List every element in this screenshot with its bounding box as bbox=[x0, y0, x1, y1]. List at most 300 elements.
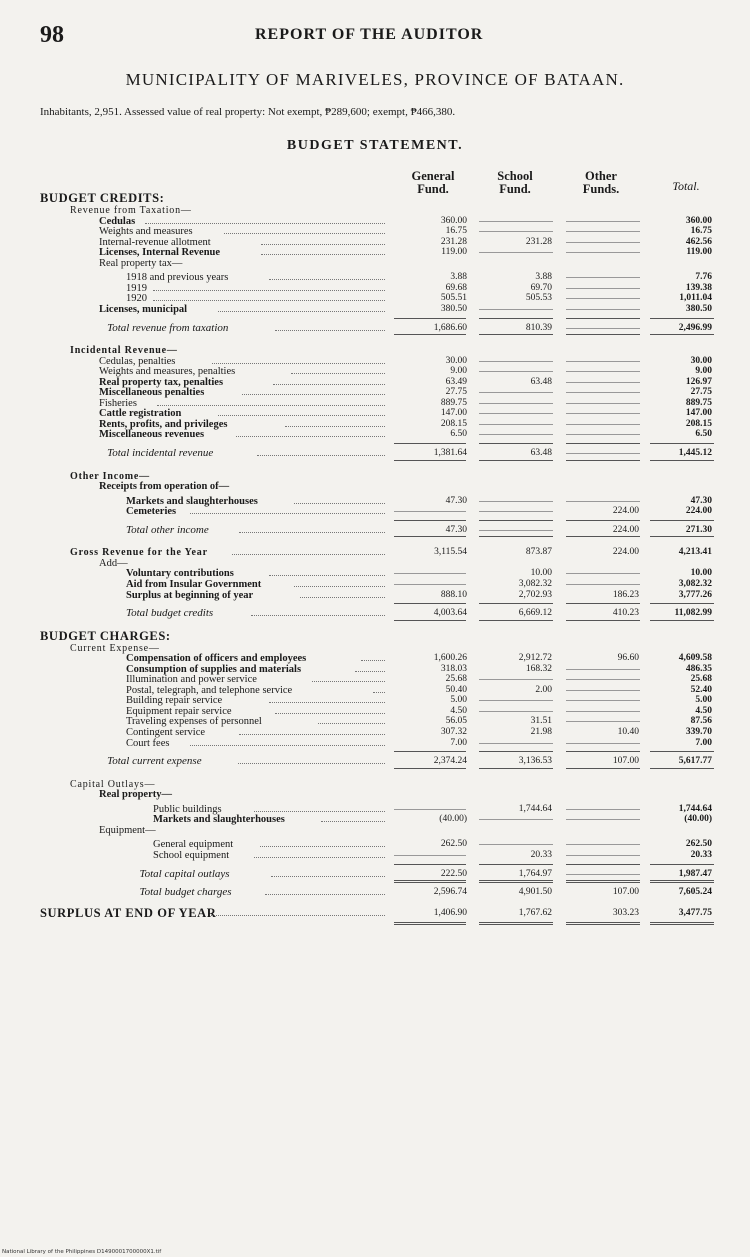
total-rule bbox=[566, 880, 640, 881]
row-label: Total budget credits bbox=[126, 607, 214, 620]
school-fund-value: 21.98 bbox=[530, 727, 552, 737]
school-fund-value: 2.00 bbox=[535, 684, 552, 695]
total-value: 9.00 bbox=[695, 366, 712, 377]
empty-cell-line bbox=[479, 221, 553, 222]
subtotal-rule bbox=[394, 864, 466, 865]
empty-cell-line bbox=[566, 434, 640, 435]
school-fund-value: 6,669.12 bbox=[518, 608, 552, 619]
empty-cell-line bbox=[566, 721, 640, 722]
leader-dots bbox=[291, 373, 385, 374]
leader-dots bbox=[211, 915, 385, 916]
leader-dots bbox=[373, 692, 385, 693]
general-fund-value: 1,406.90 bbox=[433, 907, 467, 918]
total-value: 1,987.47 bbox=[678, 868, 712, 879]
empty-cell-line bbox=[566, 453, 640, 454]
total-rule bbox=[394, 620, 466, 621]
row-label: Real property tax, penalties bbox=[99, 376, 224, 388]
total-value: 1,744.64 bbox=[678, 803, 712, 814]
school-fund-value: 31.51 bbox=[530, 716, 552, 727]
row-label: Revenue from Taxation— bbox=[70, 205, 192, 216]
table-row bbox=[0, 886, 750, 899]
total-value: 6.50 bbox=[695, 429, 712, 440]
empty-cell-line bbox=[566, 874, 640, 875]
other-funds-value: 224.00 bbox=[612, 506, 639, 517]
row-label: Markets and slaughterhouses bbox=[126, 495, 258, 507]
empty-cell-line bbox=[479, 711, 553, 712]
leader-dots bbox=[361, 660, 385, 661]
empty-cell-line bbox=[566, 690, 640, 691]
row-label: Internal-revenue allotment bbox=[99, 236, 211, 248]
row-label: Aid from Insular Government bbox=[126, 578, 262, 590]
total-value: 20.33 bbox=[690, 849, 712, 860]
row-label: Building repair service bbox=[126, 695, 223, 707]
school-fund-value: 69.70 bbox=[530, 282, 552, 293]
total-rule bbox=[650, 460, 714, 461]
leader-dots bbox=[239, 532, 385, 533]
leader-dots bbox=[218, 311, 385, 312]
total-value: 119.00 bbox=[686, 247, 712, 258]
subtotal-rule bbox=[394, 603, 466, 604]
double-rule bbox=[479, 922, 553, 925]
double-rule bbox=[566, 922, 640, 925]
subtotal-rule bbox=[479, 443, 553, 444]
general-fund-value: 147.00 bbox=[440, 408, 467, 419]
row-label: Contingent service bbox=[126, 727, 206, 738]
empty-cell-line bbox=[566, 298, 640, 299]
empty-cell-line bbox=[394, 573, 466, 574]
row-label: Total budget charges bbox=[139, 886, 232, 899]
total-rule bbox=[479, 620, 553, 621]
subtotal-rule bbox=[650, 864, 714, 865]
total-rule bbox=[394, 334, 466, 335]
other-funds-value: 303.23 bbox=[612, 907, 639, 918]
general-fund-value: 4,003.64 bbox=[433, 608, 467, 619]
school-fund-value: 4,901.50 bbox=[518, 887, 552, 898]
empty-cell-line bbox=[566, 252, 640, 253]
general-fund-value: 47.30 bbox=[445, 524, 467, 535]
table-row bbox=[0, 788, 750, 801]
empty-cell-line bbox=[566, 328, 640, 329]
empty-cell-line bbox=[566, 501, 640, 502]
row-label: Weights and measures, penalties bbox=[99, 366, 236, 378]
row-label: Equipment— bbox=[99, 824, 156, 836]
column-header-general-line1: General bbox=[411, 169, 455, 183]
table-row bbox=[0, 524, 750, 537]
general-fund-value: 27.75 bbox=[445, 387, 467, 398]
total-value: 27.75 bbox=[690, 387, 712, 398]
leader-dots bbox=[265, 894, 386, 895]
leader-dots bbox=[300, 597, 385, 598]
empty-cell-line bbox=[479, 700, 553, 701]
general-fund-value: 1,686.60 bbox=[433, 322, 467, 333]
row-label: Fisheries bbox=[99, 397, 137, 409]
empty-cell-line bbox=[479, 403, 553, 404]
other-funds-value: 186.23 bbox=[612, 589, 639, 600]
table-row bbox=[0, 257, 750, 270]
school-fund-value: 2,912.72 bbox=[518, 653, 552, 664]
leader-dots bbox=[355, 671, 385, 672]
empty-cell-line bbox=[566, 679, 640, 680]
empty-cell-line bbox=[479, 819, 553, 820]
total-value: 7.76 bbox=[695, 272, 712, 283]
total-rule bbox=[479, 880, 553, 881]
empty-cell-line bbox=[479, 424, 553, 425]
row-label: Licenses, municipal bbox=[99, 303, 188, 315]
row-label: Compensation of officers and employees bbox=[126, 653, 307, 665]
row-label: Gross Revenue for the Year bbox=[70, 547, 208, 559]
general-fund-value: 231.28 bbox=[440, 236, 467, 247]
row-label: Total capital outlays bbox=[139, 867, 230, 880]
general-fund-value: 2,374.24 bbox=[433, 756, 467, 767]
row-label: 1918 and previous years bbox=[126, 272, 229, 284]
total-value: 47.30 bbox=[690, 495, 712, 506]
total-value: 87.56 bbox=[690, 716, 712, 727]
subtotal-rule bbox=[479, 751, 553, 752]
other-funds-value: 224.00 bbox=[612, 547, 639, 558]
empty-cell-line bbox=[566, 584, 640, 585]
total-rule bbox=[394, 768, 466, 769]
leader-dots bbox=[238, 763, 385, 764]
total-value: (40.00) bbox=[684, 814, 712, 825]
school-fund-value: 505.53 bbox=[525, 293, 552, 304]
empty-cell-line bbox=[479, 679, 553, 680]
table-row bbox=[0, 589, 750, 602]
total-value: 16.75 bbox=[690, 226, 712, 237]
general-fund-value: 307.32 bbox=[440, 727, 467, 737]
footer-text: National Library of the Philippines D1490001700000X1.tif bbox=[2, 1249, 162, 1255]
leader-dots bbox=[239, 734, 385, 735]
total-value: 486.35 bbox=[685, 663, 712, 674]
total-value: 5,617.77 bbox=[678, 756, 712, 767]
statement-title: BUDGET STATEMENT. bbox=[286, 138, 464, 153]
leader-dots bbox=[312, 681, 385, 682]
row-label: Traveling expenses of personnel bbox=[126, 716, 262, 728]
row-label: Consumption of supplies and materials bbox=[126, 663, 302, 675]
leader-dots bbox=[153, 300, 385, 301]
empty-cell-line bbox=[479, 392, 553, 393]
total-value: 360.00 bbox=[685, 215, 712, 226]
other-funds-value: 10.40 bbox=[617, 727, 639, 737]
other-funds-value: 410.23 bbox=[612, 608, 639, 619]
table-row bbox=[0, 607, 750, 620]
empty-cell-line bbox=[566, 424, 640, 425]
general-fund-value: 318.03 bbox=[440, 663, 467, 674]
empty-cell-line bbox=[566, 361, 640, 362]
empty-cell-line bbox=[566, 573, 640, 574]
subtotal-rule bbox=[650, 520, 714, 521]
row-label: Total revenue from taxation bbox=[107, 321, 229, 334]
total-value: 5.00 bbox=[695, 695, 712, 706]
total-value: 4,213.41 bbox=[678, 547, 712, 558]
empty-cell-line bbox=[566, 700, 640, 701]
total-value: 462.56 bbox=[685, 236, 712, 247]
row-label: Weights and measures bbox=[99, 226, 193, 238]
total-value: 7,605.24 bbox=[678, 887, 712, 898]
total-value: 339.70 bbox=[685, 727, 712, 737]
row-label: Postal, telegraph, and telephone service bbox=[126, 684, 293, 696]
total-value: 1,011.04 bbox=[679, 293, 712, 304]
row-label: Other Income— bbox=[70, 470, 150, 482]
total-rule bbox=[479, 334, 553, 335]
table-row bbox=[0, 447, 750, 460]
subtotal-rule bbox=[650, 603, 714, 604]
row-label: General equipment bbox=[153, 839, 234, 851]
row-label: Illumination and power service bbox=[126, 674, 257, 686]
empty-cell-line bbox=[566, 711, 640, 712]
total-rule bbox=[479, 536, 553, 537]
page-number: 98 bbox=[40, 22, 64, 48]
leader-dots bbox=[321, 821, 385, 822]
table-row bbox=[0, 868, 750, 881]
row-label: Total incidental revenue bbox=[107, 447, 214, 459]
general-fund-value: 47.30 bbox=[445, 495, 467, 506]
row-label: Current Expense— bbox=[70, 642, 160, 654]
empty-cell-line bbox=[566, 809, 640, 810]
leader-dots bbox=[157, 405, 385, 406]
general-fund-value: 2,596.74 bbox=[433, 887, 467, 898]
leader-dots bbox=[257, 455, 386, 456]
total-rule bbox=[566, 768, 640, 769]
leader-dots bbox=[271, 876, 385, 877]
empty-cell-line bbox=[566, 309, 640, 310]
table-row bbox=[0, 824, 750, 837]
leader-dots bbox=[261, 244, 385, 245]
row-label: Cattle registration bbox=[99, 408, 182, 420]
general-fund-value: 888.10 bbox=[440, 589, 467, 600]
row-label: Court fees bbox=[126, 737, 170, 749]
other-funds-value: 224.00 bbox=[612, 524, 639, 535]
total-rule bbox=[394, 880, 466, 881]
total-value: 52.40 bbox=[690, 684, 712, 695]
inhabitants-line: Inhabitants, 2,951. Assessed value of real property: Not exempt, ₱289,600; exempt, ₱466,380. bbox=[40, 106, 456, 118]
school-fund-value: 63.48 bbox=[530, 448, 552, 458]
empty-cell-line bbox=[566, 855, 640, 856]
empty-cell-line bbox=[566, 231, 640, 232]
total-value: 7.00 bbox=[695, 737, 712, 748]
subtotal-rule bbox=[394, 882, 466, 883]
row-label: BUDGET CREDITS: bbox=[40, 191, 165, 205]
row-label: Receipts from operation of— bbox=[99, 481, 230, 493]
column-header-total: Total. bbox=[672, 179, 700, 193]
empty-cell-line bbox=[479, 511, 553, 512]
general-fund-value: 50.40 bbox=[445, 684, 467, 695]
general-fund-value: 1,381.64 bbox=[433, 448, 467, 458]
table-row bbox=[0, 505, 750, 518]
municipality-title: MUNICIPALITY OF MARIVELES, PROVINCE OF BATAAN. bbox=[125, 70, 625, 89]
empty-cell-line bbox=[479, 434, 553, 435]
general-fund-value: 7.00 bbox=[450, 737, 467, 748]
total-value: 11,082.99 bbox=[674, 608, 712, 619]
school-fund-value: 20.33 bbox=[530, 849, 552, 860]
total-value: 126.97 bbox=[685, 376, 712, 387]
leader-dots bbox=[285, 426, 385, 427]
running-title: REPORT OF THE AUDITOR bbox=[255, 26, 484, 43]
total-value: 224.00 bbox=[685, 506, 712, 517]
empty-cell-line bbox=[566, 413, 640, 414]
total-rule bbox=[650, 620, 714, 621]
empty-cell-line bbox=[479, 844, 553, 845]
general-fund-value: 889.75 bbox=[440, 397, 467, 408]
row-label: Real property— bbox=[99, 789, 173, 801]
empty-cell-line bbox=[479, 743, 553, 744]
general-fund-value: 208.15 bbox=[440, 418, 467, 429]
row-label: Surplus at beginning of year bbox=[126, 589, 254, 601]
total-rule bbox=[650, 768, 714, 769]
general-fund-value: 380.50 bbox=[440, 303, 467, 314]
row-label: Miscellaneous penalties bbox=[99, 387, 205, 399]
empty-cell-line bbox=[479, 530, 553, 531]
other-funds-value: 96.60 bbox=[617, 653, 639, 664]
row-label: 1919 bbox=[126, 282, 147, 294]
general-fund-value: (40.00) bbox=[439, 814, 467, 825]
general-fund-value: 222.50 bbox=[440, 868, 467, 879]
subtotal-rule bbox=[394, 443, 466, 444]
total-value: 139.38 bbox=[685, 282, 712, 293]
leader-dots bbox=[260, 846, 385, 847]
leader-dots bbox=[242, 394, 385, 395]
row-label: Add— bbox=[99, 557, 128, 569]
empty-cell-line bbox=[566, 669, 640, 670]
general-fund-value: 119.00 bbox=[441, 247, 467, 258]
total-value: 25.68 bbox=[690, 674, 712, 685]
leader-dots bbox=[190, 745, 385, 746]
total-rule bbox=[479, 768, 553, 769]
subtotal-rule bbox=[566, 864, 640, 865]
row-label: Cemeteries bbox=[126, 506, 177, 518]
subtotal-rule bbox=[566, 603, 640, 604]
total-value: 4.50 bbox=[695, 705, 712, 716]
total-value: 3,477.75 bbox=[678, 907, 712, 918]
total-rule bbox=[566, 460, 640, 461]
empty-cell-line bbox=[394, 584, 466, 585]
row-label: Miscellaneous revenues bbox=[99, 429, 205, 441]
empty-cell-line bbox=[566, 277, 640, 278]
general-fund-value: 9.00 bbox=[450, 366, 467, 377]
general-fund-value: 25.68 bbox=[445, 674, 467, 685]
general-fund-value: 69.68 bbox=[445, 282, 467, 293]
empty-cell-line bbox=[394, 511, 466, 512]
total-value: 4,609.58 bbox=[678, 653, 712, 664]
other-funds-value: 107.00 bbox=[612, 887, 639, 898]
subtotal-rule bbox=[394, 318, 466, 319]
total-rule bbox=[650, 536, 714, 537]
total-value: 262.50 bbox=[685, 839, 712, 850]
empty-cell-line bbox=[479, 371, 553, 372]
column-header-school-line1: School bbox=[497, 169, 533, 183]
row-label: SURPLUS AT END OF YEAR bbox=[40, 905, 217, 920]
subtotal-rule bbox=[650, 751, 714, 752]
row-label: Equipment repair service bbox=[126, 705, 232, 717]
table-row bbox=[0, 755, 750, 768]
empty-cell-line bbox=[566, 403, 640, 404]
general-fund-value: 360.00 bbox=[440, 215, 467, 226]
empty-cell-line bbox=[566, 382, 640, 383]
subtotal-rule bbox=[650, 882, 714, 883]
leader-dots bbox=[254, 857, 385, 858]
leader-dots bbox=[261, 254, 385, 255]
general-fund-value: 5.00 bbox=[450, 695, 467, 706]
leader-dots bbox=[273, 384, 385, 385]
table-row bbox=[0, 428, 750, 441]
total-value: 208.15 bbox=[685, 418, 712, 429]
double-rule bbox=[650, 922, 714, 925]
empty-cell-line bbox=[479, 413, 553, 414]
general-fund-value: 16.75 bbox=[445, 226, 467, 237]
table-row bbox=[0, 480, 750, 493]
general-fund-value: 3.88 bbox=[450, 272, 467, 283]
total-rule bbox=[650, 880, 714, 881]
table-row bbox=[0, 322, 750, 335]
subtotal-rule bbox=[650, 318, 714, 319]
total-rule bbox=[479, 460, 553, 461]
total-value: 147.00 bbox=[685, 408, 712, 419]
row-label: Cedulas bbox=[99, 215, 136, 227]
empty-cell-line bbox=[566, 242, 640, 243]
total-value: 3,777.26 bbox=[678, 589, 712, 600]
row-label: Rents, profits, and privileges bbox=[99, 418, 228, 430]
subtotal-rule bbox=[566, 882, 640, 883]
leader-dots bbox=[269, 702, 385, 703]
total-value: 1,445.12 bbox=[678, 448, 712, 458]
total-rule bbox=[394, 460, 466, 461]
empty-cell-line bbox=[479, 231, 553, 232]
leader-dots bbox=[294, 586, 385, 587]
other-funds-value: 107.00 bbox=[612, 756, 639, 767]
row-label: Public buildings bbox=[153, 803, 222, 815]
empty-cell-line bbox=[566, 819, 640, 820]
school-fund-value: 3.88 bbox=[535, 272, 552, 283]
leader-dots bbox=[269, 575, 385, 576]
row-label: BUDGET CHARGES: bbox=[40, 628, 171, 643]
empty-cell-line bbox=[479, 361, 553, 362]
leader-dots bbox=[145, 223, 385, 224]
column-header-school-line2: Fund. bbox=[499, 182, 531, 196]
school-fund-value: 2,702.93 bbox=[518, 589, 552, 600]
row-label: Incidental Revenue— bbox=[70, 345, 178, 357]
school-fund-value: 3,082.32 bbox=[518, 578, 552, 589]
subtotal-rule bbox=[479, 882, 553, 883]
total-value: 2,496.99 bbox=[678, 322, 712, 333]
leader-dots bbox=[275, 713, 385, 714]
total-value: 3,082.32 bbox=[678, 578, 712, 589]
empty-cell-line bbox=[566, 392, 640, 393]
row-label: Real property tax— bbox=[99, 257, 183, 269]
leader-dots bbox=[224, 233, 385, 234]
total-rule bbox=[566, 536, 640, 537]
subtotal-rule bbox=[479, 318, 553, 319]
general-fund-value: 3,115.54 bbox=[434, 547, 467, 558]
subtotal-rule bbox=[479, 864, 553, 865]
school-fund-value: 810.39 bbox=[525, 322, 552, 333]
empty-cell-line bbox=[566, 743, 640, 744]
general-fund-value: 1,600.26 bbox=[433, 653, 467, 664]
table-row bbox=[0, 907, 750, 920]
subtotal-rule bbox=[394, 751, 466, 752]
empty-cell-line bbox=[566, 844, 640, 845]
empty-cell-line bbox=[566, 221, 640, 222]
double-rule bbox=[394, 922, 466, 925]
general-fund-value: 4.50 bbox=[450, 705, 467, 716]
leader-dots bbox=[153, 290, 385, 291]
total-rule bbox=[566, 334, 640, 335]
total-rule bbox=[394, 536, 466, 537]
row-label: Total current expense bbox=[107, 755, 202, 768]
table-row bbox=[0, 849, 750, 862]
subtotal-rule bbox=[566, 520, 640, 521]
leader-dots bbox=[275, 330, 385, 331]
row-label: 1920 bbox=[126, 293, 147, 305]
school-fund-value: 3,136.53 bbox=[518, 756, 552, 767]
